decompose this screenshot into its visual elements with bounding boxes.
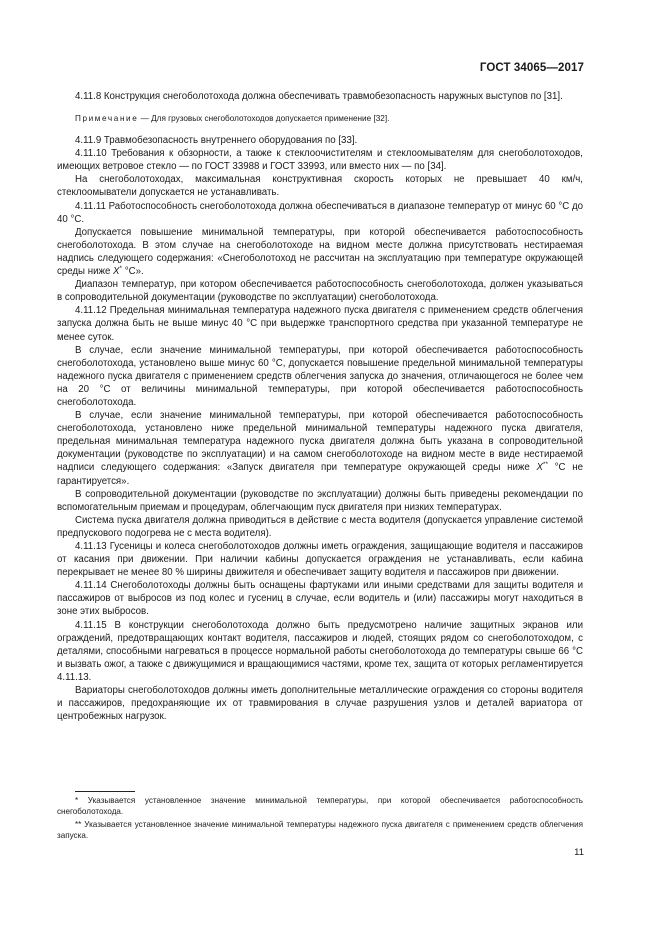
standard-header: ГОСТ 34065—2017 (479, 62, 584, 74)
paragraph-4-11-13: 4.11.13 Гусеницы и колеса снегоболотоходов должны иметь ограждения, защищающие водителя и пассажиров от касания при движении. При наличии кабины допускается ограждения не устанавливать, если кабина перекрывает не менее 80 % ширины движителя и обеспечивает защиту водителя и пассажиров при движении. (57, 541, 583, 579)
paragraph-4-11-11: 4.11.11 Работоспособность снегоболотохода должна обеспечиваться в диапазоне температур от минус 60 °С до 40 °С. (57, 200, 583, 225)
paragraph-4-11-8: 4.11.8 Конструкция снегоболотохода должна обеспечивать травмобезопасность наружных выступов по [31]. (75, 91, 563, 102)
note-text: — Для грузовых снегоболотоходов допускается применение [32]. (138, 114, 390, 124)
paragraph-recommendations: В сопроводительной документации (руководстве по эксплуатации) должны быть приведены рекомендации по вспомогательным приемам и процедурам, облегчающим пуск двигателя при низких температурах. (57, 488, 583, 513)
note (57, 113, 583, 124)
variable-x: Х (113, 266, 120, 278)
paragraph-temp-range-doc: Диапазон температур, при котором обеспечивается работоспособность снегоболотохода, должен указываться в сопроводительной документации (руководстве по эксплуатации) снегоболотохода. (57, 279, 583, 304)
paragraph-4-11-15: 4.11.15 В конструкции снегоболотохода должно быть предусмотрено наличие защитных экранов или ограждений, предотвращающих контакт водителя, пассажиров и людей, стоящих рядом со снегоболотоходом, с деталями, способными нагреваться в процессе нормальной работы снегоболотохода до температуры свыше 66 °С и вызвать ожог, а также с движущимися и вращающимися частями, кроме тех, защита от которых регламентируется 4.11.13. (57, 619, 583, 683)
paragraph-4-11-14: 4.11.14 Снегоболотоходы должны быть оснащены фартуками или иными средствами для защиты водителя и пассажиров от выбросов из под колес и гусениц в случае, если водитель и (или) пассажиры могут находиться в зоне этих выбросов. (57, 580, 583, 618)
paragraph-start-system: Система пуска двигателя должна приводиться в действие с места водителя (допускается управление системой предпускового подогрева не с места водителя). (57, 514, 583, 539)
footnote-1: * Указывается установленное значение минимальной температуры, при которой обеспечивается работоспособность снегоболотохода. (57, 796, 583, 816)
paragraph-start-temp-below: В случае, если значение минимальной температуры, при которой обеспечивается работоспособность снегоболотохода, установлено ниже предельной минимальной температуры надежного пуска двигателя, предельная минимальная температура надежного пуска двигателя должна быть указана в сопроводительной документации (руководстве по эксплуатации) и на самом снегоболотоходе на видном месте в виде нестираемой надписи следующего содержания: «Запуск двигателя при температуре окружающей среды ниже Х** °С не гарантируется». (57, 410, 583, 487)
paragraph-start-temp-above: В случае, если значение минимальной температуры, при которой обеспечивается работоспособность снегоболотохода, установлено выше минус 60 °С, допускается повышение предельной минимальной температуры надежного пуска двигателя с применением средств облегчения запуска до значения, отличающегося не более чем на 20 °С от величины минимальной температуры, при которой обеспечивается работоспособность снегоболотохода. (57, 344, 583, 408)
body-text (57, 90, 583, 723)
page-number: 11 (574, 847, 584, 858)
footnote-ref-1: * (119, 264, 123, 272)
paragraph-4-11-9: 4.11.9 Травмобезопасность внутреннего оборудования по [33]. (75, 135, 358, 147)
paragraph-washers: На снегоболотоходах, максимальная конструктивная скорость которых не превышает 40 км/ч, стеклоомыватели допускается не устанавливать. (57, 174, 583, 199)
variable-x: Х (536, 462, 543, 474)
footnotes (57, 796, 583, 845)
paragraph-4-11-10: 4.11.10 Требования к обзорности, а также к стеклоочистителям и стеклоомывателям для снегоболотоходов, имеющих ветровое стекло — по ГОСТ 33988 и ГОСТ 33993, или вместо них — по [34]. (57, 148, 583, 173)
footnote-ref-2: ** (542, 461, 548, 469)
footnote-2: ** Указывается установленное значение минимальной температуры надежного пуска двигателя с применением средств облегчения запуска. (57, 820, 583, 841)
paragraph-variators: Вариаторы снегоболотоходов должны иметь дополнительные металлические ограждения со стороны водителя и пассажиров, предохраняющие их от травмирования в случае разрушения узлов и деталей вариатора от центробежных нагрузок. (57, 685, 583, 723)
paragraph-4-11-12: 4.11.12 Предельная минимальная температура надежного пуска двигателя с применением средств облегчения запуска должна быть не выше минус 40 °С при выдержке транспортного средства при указанной температуре не менее суток. (57, 305, 583, 343)
note-label: Примечание (75, 114, 139, 124)
paragraph-min-temp-increase: Допускается повышение минимальной температуры, при которой обеспечивается работоспособность снегоболотохода. В этом случае на снегоболотоходе на видном месте должна присутствовать нестираемая надпись следующего содержания: «Снегоболотоход не рассчитан на эксплуатацию при температуре окружающей среды ниже Х* °С». (57, 226, 583, 278)
footnote-divider (75, 791, 135, 792)
